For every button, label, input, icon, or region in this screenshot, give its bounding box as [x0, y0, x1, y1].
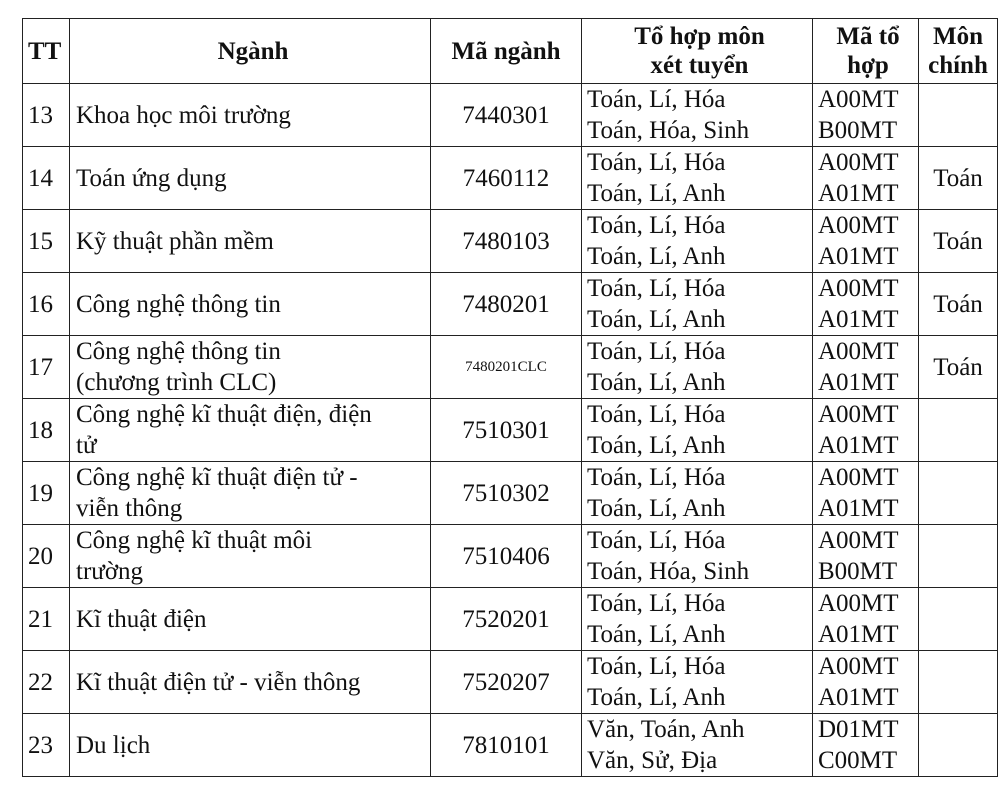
- table-row: [23, 84, 998, 147]
- cell-major-code: 7480103: [431, 210, 582, 273]
- cell-combination-code: [813, 651, 919, 714]
- cell-main-subject: [919, 588, 998, 651]
- cell-combination-code: [813, 399, 919, 462]
- combination-line: Toán, Lí, Anh: [587, 369, 726, 396]
- cell-subject-combination: [582, 273, 813, 336]
- combination-code-line: A00MT: [818, 338, 899, 365]
- table-row: [23, 651, 998, 714]
- combination-line: Toán, Lí, Anh: [587, 684, 726, 711]
- table-row: [23, 462, 998, 525]
- combination-line: Toán, Lí, Hóa: [587, 653, 726, 680]
- major-name-line: Kỹ thuật phần mềm: [76, 227, 274, 255]
- major-name-line: Công nghệ kĩ thuật điện, điện: [76, 401, 372, 428]
- combination-code-line: A01MT: [818, 369, 899, 396]
- table-row: [23, 336, 998, 399]
- cell-tt: 23: [23, 714, 70, 777]
- header-major: Ngành: [70, 19, 431, 84]
- header-mcode-line-1: Mã tổ: [836, 23, 900, 50]
- cell-major-name: [70, 714, 431, 777]
- table-row: [23, 588, 998, 651]
- combination-line: Toán, Lí, Anh: [587, 306, 726, 333]
- cell-major-name: [70, 147, 431, 210]
- cell-major-name: [70, 273, 431, 336]
- cell-main-subject: [919, 462, 998, 525]
- cell-tt: 13: [23, 84, 70, 147]
- cell-main-subject: Toán: [919, 273, 998, 336]
- cell-major-name: [70, 651, 431, 714]
- header-row: [23, 19, 998, 84]
- combination-line: Văn, Toán, Anh: [587, 716, 745, 743]
- combination-line: Toán, Lí, Anh: [587, 243, 726, 270]
- combination-code-line: A00MT: [818, 212, 899, 239]
- cell-subject-combination: [582, 462, 813, 525]
- major-name-line: tử: [76, 432, 97, 459]
- cell-subject-combination: [582, 210, 813, 273]
- combination-code-line: A00MT: [818, 86, 899, 113]
- cell-combination-code: [813, 84, 919, 147]
- cell-subject-combination: [582, 588, 813, 651]
- cell-major-name: [70, 525, 431, 588]
- header-combo-line-2: xét tuyển: [650, 52, 749, 79]
- major-name-line: Du lịch: [76, 731, 151, 759]
- cell-tt: 22: [23, 651, 70, 714]
- header-tt: TT: [23, 19, 70, 84]
- cell-major-code: 7480201CLC: [431, 336, 582, 399]
- major-name-line: Công nghệ kĩ thuật môi: [76, 527, 313, 554]
- combination-code-line: A00MT: [818, 590, 899, 617]
- combination-code-line: A01MT: [818, 243, 899, 270]
- major-name-line: Công nghệ thông tin: [76, 338, 281, 365]
- combination-line: Toán, Lí, Hóa: [587, 338, 726, 365]
- cell-major-code: 7480201: [431, 273, 582, 336]
- cell-main-subject: [919, 399, 998, 462]
- cell-major-code: 7520207: [431, 651, 582, 714]
- table-body: [23, 84, 998, 777]
- combination-line: Toán, Lí, Hóa: [587, 527, 726, 554]
- cell-major-code: 7520201: [431, 588, 582, 651]
- cell-subject-combination: [582, 147, 813, 210]
- cell-tt: 19: [23, 462, 70, 525]
- combination-line: Toán, Hóa, Sinh: [587, 558, 750, 585]
- header-major-code: Mã ngành: [431, 19, 582, 84]
- cell-tt: 17: [23, 336, 70, 399]
- cell-subject-combination: [582, 651, 813, 714]
- cell-subject-combination: [582, 84, 813, 147]
- cell-main-subject: Toán: [919, 147, 998, 210]
- cell-subject-combination: [582, 525, 813, 588]
- cell-major-code: 7460112: [431, 147, 582, 210]
- combination-line: Toán, Lí, Hóa: [587, 590, 726, 617]
- combination-code-line: A01MT: [818, 684, 899, 711]
- combination-code-line: D01MT: [818, 716, 899, 743]
- combination-line: Toán, Lí, Hóa: [587, 149, 726, 176]
- combination-line: Toán, Hóa, Sinh: [587, 117, 750, 144]
- combination-code-line: A00MT: [818, 527, 899, 554]
- major-name-line: Khoa học môi trường: [76, 101, 291, 129]
- combination-line: Toán, Lí, Hóa: [587, 86, 726, 113]
- header-combo-line-1: Tổ hợp môn: [634, 23, 765, 50]
- cell-major-name: [70, 336, 431, 399]
- major-name-line: Công nghệ kĩ thuật điện tử -: [76, 464, 358, 491]
- combination-line: Toán, Lí, Hóa: [587, 275, 726, 302]
- cell-major-code: 7440301: [431, 84, 582, 147]
- cell-major-name: [70, 462, 431, 525]
- major-name-line: (chương trình CLC): [76, 369, 277, 396]
- major-name-line: trường: [76, 558, 144, 585]
- combination-code-line: A01MT: [818, 432, 899, 459]
- cell-main-subject: [919, 525, 998, 588]
- cell-combination-code: [813, 147, 919, 210]
- cell-main-subject: [919, 651, 998, 714]
- combination-code-line: A00MT: [818, 149, 899, 176]
- cell-combination-code: [813, 210, 919, 273]
- major-name-line: Kĩ thuật điện tử - viễn thông: [76, 668, 361, 696]
- cell-tt: 21: [23, 588, 70, 651]
- combination-code-line: A00MT: [818, 464, 899, 491]
- header-main-line-1: Môn: [933, 23, 983, 50]
- combination-code-line: B00MT: [818, 558, 898, 585]
- cell-major-code: 7510406: [431, 525, 582, 588]
- cell-combination-code: [813, 462, 919, 525]
- combination-code-line: A01MT: [818, 306, 899, 333]
- major-name-line: Toán ứng dụng: [76, 164, 227, 192]
- cell-combination-code: [813, 273, 919, 336]
- cell-major-name: [70, 588, 431, 651]
- cell-subject-combination: [582, 399, 813, 462]
- cell-combination-code: [813, 525, 919, 588]
- table-row: [23, 147, 998, 210]
- table-row: [23, 399, 998, 462]
- header-main-line-2: chính: [928, 52, 988, 79]
- cell-tt: 20: [23, 525, 70, 588]
- cell-major-name: [70, 210, 431, 273]
- cell-tt: 14: [23, 147, 70, 210]
- table-row: [23, 525, 998, 588]
- combination-code-line: A00MT: [818, 275, 899, 302]
- cell-major-code: 7810101: [431, 714, 582, 777]
- cell-main-subject: [919, 714, 998, 777]
- major-name-line: Kĩ thuật điện: [76, 605, 207, 633]
- header-mcode-line-2: hợp: [847, 52, 889, 79]
- cell-subject-combination: [582, 336, 813, 399]
- combination-code-line: A01MT: [818, 180, 899, 207]
- header-main-subject: [919, 19, 998, 84]
- cell-combination-code: [813, 588, 919, 651]
- combination-line: Toán, Lí, Hóa: [587, 401, 726, 428]
- combination-code-line: A00MT: [818, 401, 899, 428]
- cell-main-subject: Toán: [919, 210, 998, 273]
- combination-line: Toán, Lí, Anh: [587, 621, 726, 648]
- table-row: [23, 714, 998, 777]
- combination-line: Văn, Sử, Địa: [587, 747, 718, 774]
- cell-tt: 16: [23, 273, 70, 336]
- cell-combination-code: [813, 336, 919, 399]
- combination-code-line: A01MT: [818, 621, 899, 648]
- table-row: [23, 210, 998, 273]
- admission-table: [22, 18, 998, 777]
- combination-code-line: C00MT: [818, 747, 898, 774]
- cell-tt: 18: [23, 399, 70, 462]
- header-subject-combination: [582, 19, 813, 84]
- major-name-line: viễn thông: [76, 495, 183, 522]
- combination-line: Toán, Lí, Anh: [587, 432, 726, 459]
- cell-tt: 15: [23, 210, 70, 273]
- combination-code-line: A01MT: [818, 495, 899, 522]
- cell-major-name: [70, 84, 431, 147]
- cell-major-code: 7510302: [431, 462, 582, 525]
- combination-line: Toán, Lí, Anh: [587, 495, 726, 522]
- cell-combination-code: [813, 714, 919, 777]
- cell-major-name: [70, 399, 431, 462]
- combination-code-line: A00MT: [818, 653, 899, 680]
- cell-main-subject: Toán: [919, 336, 998, 399]
- combination-line: Toán, Lí, Hóa: [587, 464, 726, 491]
- combination-code-line: B00MT: [818, 117, 898, 144]
- major-name-line: Công nghệ thông tin: [76, 290, 281, 318]
- combination-line: Toán, Lí, Anh: [587, 180, 726, 207]
- cell-subject-combination: [582, 714, 813, 777]
- header-combination-code: [813, 19, 919, 84]
- cell-main-subject: [919, 84, 998, 147]
- combination-line: Toán, Lí, Hóa: [587, 212, 726, 239]
- cell-major-code: 7510301: [431, 399, 582, 462]
- table-row: [23, 273, 998, 336]
